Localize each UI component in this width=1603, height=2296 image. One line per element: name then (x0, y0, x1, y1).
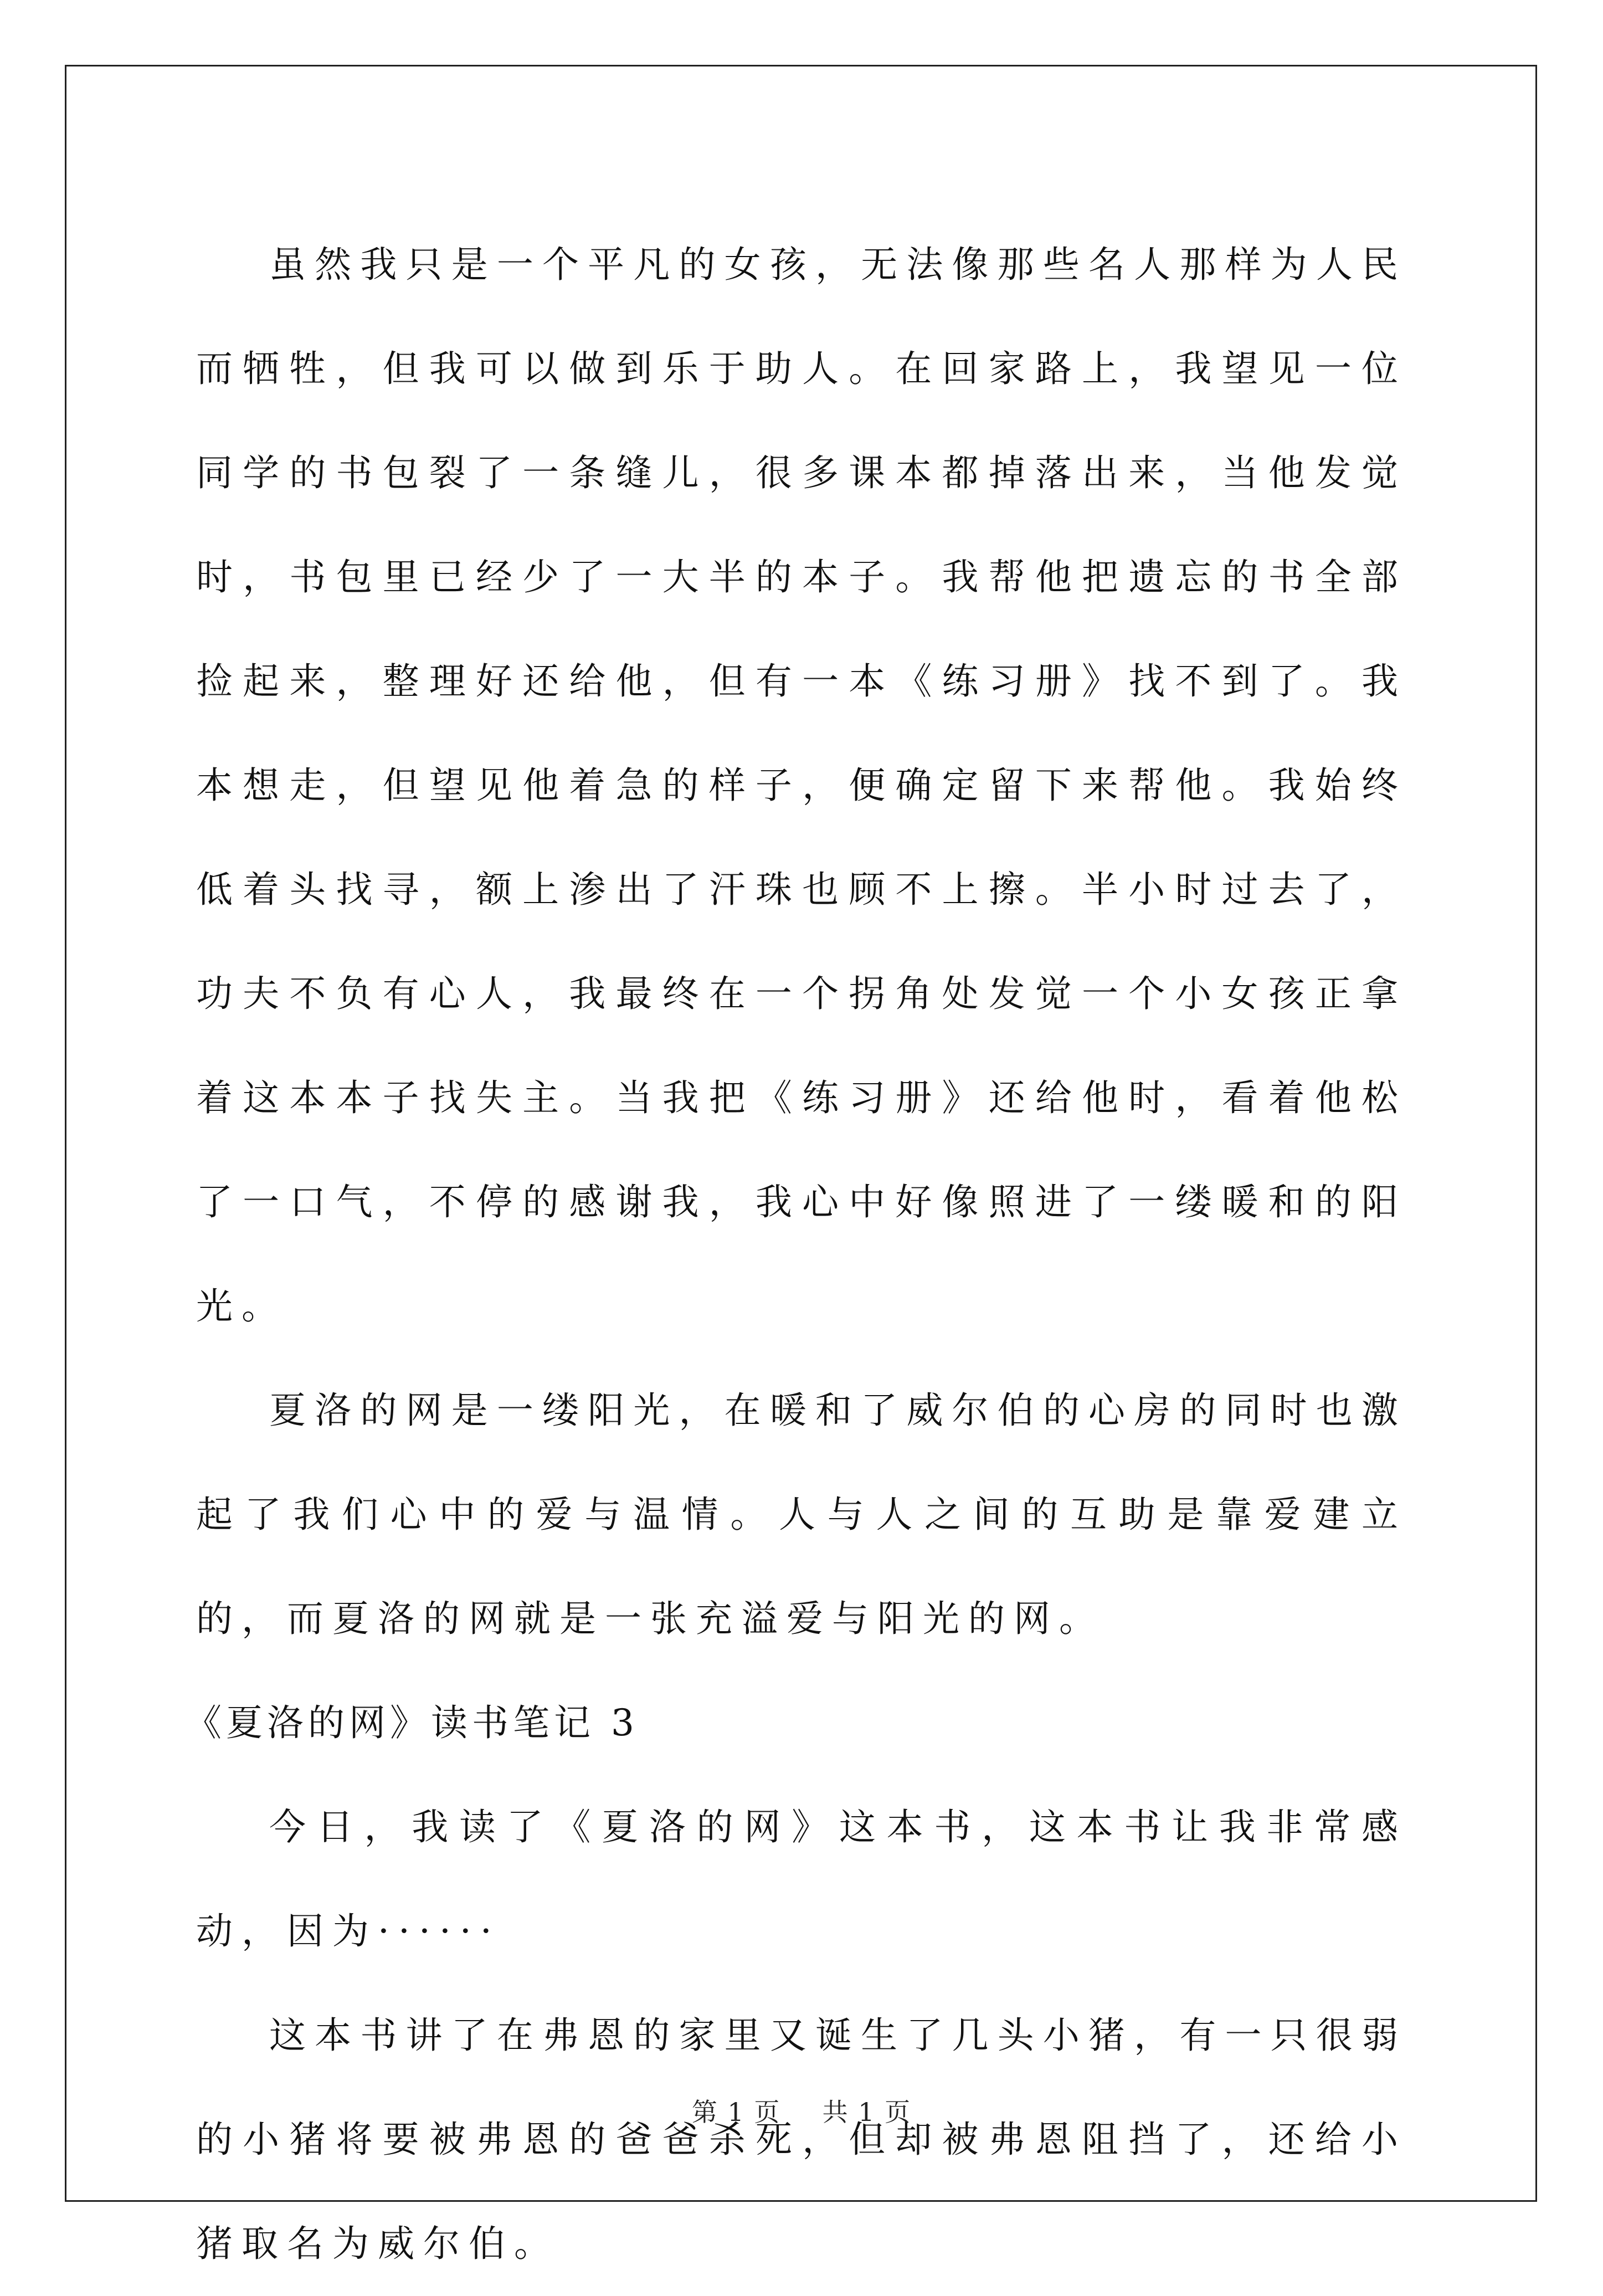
paragraph-3: 今日，我读了《夏洛的网》这本书，这本书让我非常感动，因为······ (196, 1806, 1407, 1952)
section-heading: 《夏洛的网》读书笔记 3 (185, 1702, 639, 1744)
document-body (185, 213, 1407, 2296)
paragraph-1: 虽然我只是一个平凡的女孩，无法像那些名人那样为人民而牺牲，但我可以做到乐于助人。在回家路上，我望见一位同学的书包裂了一条缝儿，很多课本都掉落出来，当他发觉时，书包里已经少了一大半的本子。我帮他把遗忘的书全部捡起来，整理好还给他，但有一本《练习册》找不到了。我本想走，但望见他着急的样子，便确定留下来帮他。我始终低着头找寻，额上渗出了汗珠也顾不上擦。半小时过去了，功夫不负有心人，我最终在一个拐角处发觉一个小女孩正拿着这本本子找失主。当我把《练习册》还给他时，看着他松了一口气，不停的感谢我，我心中好像照进了一缕暖和的阳光。 (196, 243, 1407, 1328)
page-number: 第 1 页 (691, 2097, 781, 2127)
page-footer (0, 2092, 1603, 2129)
page-total: 共 1 页 (822, 2097, 912, 2127)
paragraph-4: 这本书讲了在弗恩的家里又诞生了几头小猪，有一只很弱的小猪将要被弗恩的爸爸杀死，但却被弗恩阻挡了，还给小猪取名为威尔伯。 (196, 2014, 1407, 2265)
paragraph-2: 夏洛的网是一缕阳光，在暖和了威尔伯的心房的同时也激起了我们心中的爱与温情。人与人之间的互助是靠爱建立的，而夏洛的网就是一张充溢爱与阳光的网。 (196, 1389, 1407, 1640)
